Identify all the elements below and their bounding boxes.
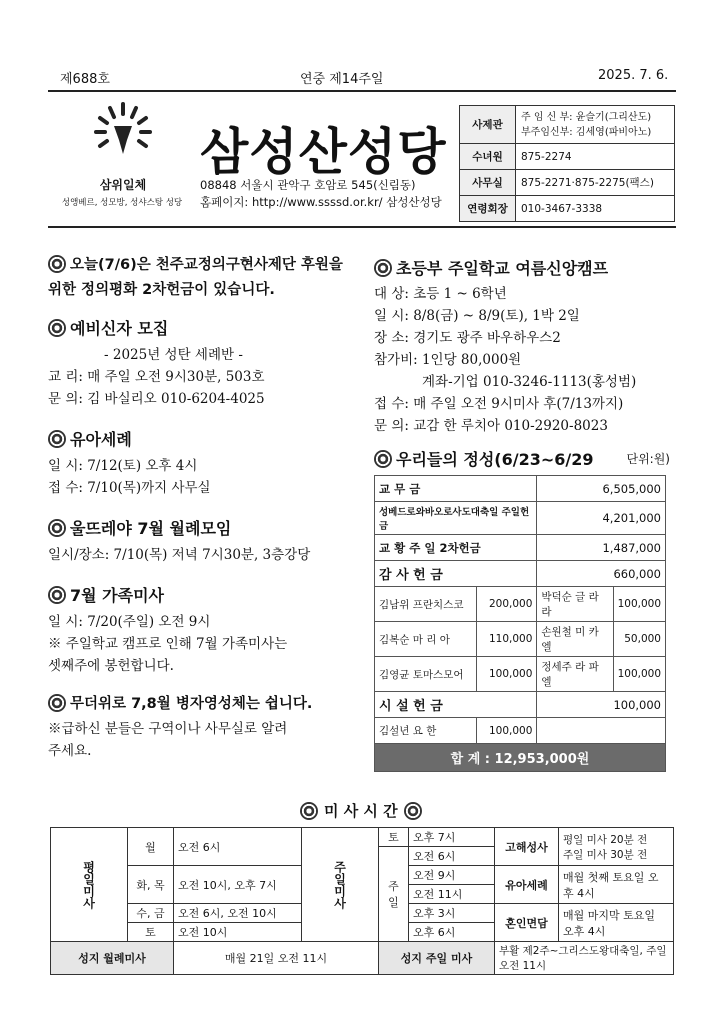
header-rule bbox=[48, 90, 676, 92]
other-label: 혼인면담 bbox=[495, 904, 559, 942]
sunday-mass-label: 주일미사 bbox=[302, 828, 379, 942]
section-line: 계좌-기업 010-3246-1113(홍성범) bbox=[422, 374, 637, 390]
offering-row-value: 6,505,000 bbox=[537, 476, 666, 502]
sun-time: 오전 6시 bbox=[409, 847, 495, 866]
donor-name: 박덕순 글 라 라 bbox=[537, 587, 613, 622]
offering-title: 우리들의 정성(6/23~6/29 bbox=[396, 450, 594, 469]
donor-amount: 100,000 bbox=[613, 657, 665, 692]
header-bottom-rule bbox=[48, 226, 676, 228]
flower-bullet-icon bbox=[374, 450, 392, 468]
contact-line: 010-3467-3338 bbox=[516, 196, 675, 222]
other-value: 매월 첫째 토요일 오후 4시 bbox=[559, 866, 674, 904]
weekday-day: 월 bbox=[128, 828, 174, 866]
section-line: 교 리: 매 주일 오전 9시30분, 503호 bbox=[48, 369, 265, 385]
section-line: ※ 주일학교 캠프로 인해 7월 가족미사는 bbox=[48, 636, 288, 652]
weekday-day: 토 bbox=[128, 923, 174, 942]
section-line: 장 소: 경기도 광주 바우하우스2 bbox=[374, 330, 561, 346]
monthly-value: 매월 21일 오전 11시 bbox=[174, 942, 379, 975]
section-line: 문 의: 교감 한 루치아 010-2920-8023 bbox=[374, 418, 608, 434]
section-line: ※급하신 분들은 구역이나 사무실로 알려 bbox=[48, 721, 288, 737]
section-line: 접 수: 매 주일 오전 9시미사 후(7/13까지) bbox=[374, 396, 624, 412]
section-line: 대 상: 초등 1 ~ 6학년 bbox=[374, 286, 507, 302]
donor-name: 김복순 마 리 아 bbox=[375, 622, 477, 657]
flower-bullet-icon bbox=[48, 255, 66, 273]
section-line: 일 시: 7/20(주일) 오전 9시 bbox=[48, 614, 211, 630]
section-line: 일 시: 8/8(금) ~ 8/9(토), 1박 2일 bbox=[374, 308, 580, 324]
contact-line: 주 임 신 부: 윤슬기(그리산도) bbox=[521, 111, 652, 123]
donor-name: 손원철 미 카 엘 bbox=[537, 622, 613, 657]
flower-bullet-icon bbox=[48, 694, 66, 712]
contact-key: 연령회장 bbox=[460, 196, 516, 222]
offering-row-label: 교 황 주 일 2차헌금 bbox=[375, 535, 537, 561]
offering-row-value: 4,201,000 bbox=[537, 502, 666, 535]
sat-time: 오후 7시 bbox=[409, 828, 495, 847]
other-label: 고해성사 bbox=[495, 828, 559, 866]
donor-amount: 100,000 bbox=[477, 657, 537, 692]
section-title: 7월 가족미사 bbox=[70, 586, 164, 605]
weekday-time: 오전 10시 bbox=[174, 923, 302, 942]
notice-title-2: 위한 정의평화 2차헌금이 있습니다. bbox=[48, 282, 275, 298]
weekday-day: 화, 목 bbox=[128, 866, 174, 904]
contact-line: 875-2274 bbox=[516, 144, 675, 170]
liturgical-week: 연중 제14주일 bbox=[300, 72, 384, 87]
flower-bullet-icon bbox=[374, 259, 392, 277]
other-value: 주일 미사 30분 전 bbox=[563, 848, 648, 861]
flower-bullet-icon bbox=[404, 802, 422, 820]
holy-value: 부활 제2주~그리스도왕대축일, 주일 오전 11시 bbox=[495, 942, 674, 975]
issue-date: 2025. 7. 6. bbox=[598, 68, 669, 83]
weekday-mass-label: 평일미사 bbox=[51, 828, 128, 942]
parish-logo-icon bbox=[92, 98, 154, 160]
sun-label: 주일 bbox=[379, 847, 409, 942]
right-column bbox=[374, 256, 674, 772]
sun-time: 오후 3시 bbox=[409, 904, 495, 923]
total-row: 합 계 : 12,953,000원 bbox=[375, 744, 666, 772]
donor-amount: 200,000 bbox=[477, 587, 537, 622]
offering-row-value: 1,487,000 bbox=[537, 535, 666, 561]
section-title: 울뜨레야 7월 월례모임 bbox=[70, 519, 232, 538]
parish-patrons: 성앵베르, 성모방, 성샤스탕 성당 bbox=[61, 198, 183, 208]
weekday-time: 오전 10시, 오후 7시 bbox=[174, 866, 302, 904]
donor-name: 정세주 라 파 엘 bbox=[537, 657, 613, 692]
section-title: 무더위로 7,8월 병자영성체는 쉽니다. bbox=[70, 696, 313, 712]
parish-motto: 삼위일체 bbox=[99, 178, 147, 192]
section-line: 주세요. bbox=[48, 743, 92, 759]
other-value: 매월 마지막 토요일 오후 4시 bbox=[559, 904, 674, 942]
section-line: 셋째주에 봉헌합니다. bbox=[48, 658, 174, 674]
weekday-time: 오전 6시 bbox=[174, 828, 302, 866]
holy-label: 성지 주일 미사 bbox=[379, 942, 495, 975]
sun-time: 오전 9시 bbox=[409, 866, 495, 885]
parish-homepage[interactable]: 홈페이지: http://www.ssssd.or.kr/ 삼성산성당 bbox=[200, 195, 442, 209]
offering-table bbox=[374, 475, 666, 772]
section-title: 초등부 주일학교 여름신앙캠프 bbox=[396, 259, 609, 278]
section-subtitle: - 2025년 성탄 세례반 - bbox=[104, 347, 243, 363]
parish-name: 삼성산성당 bbox=[200, 123, 447, 181]
sat-label: 토 bbox=[379, 828, 409, 847]
contact-key: 사무실 bbox=[460, 170, 516, 196]
section-title: 유아세례 bbox=[70, 430, 132, 449]
other-value: 평일 미사 20분 전 bbox=[563, 833, 648, 846]
contact-key: 수녀원 bbox=[460, 144, 516, 170]
contact-table bbox=[459, 105, 675, 222]
flower-bullet-icon bbox=[48, 519, 66, 537]
section-line: 일 시: 7/12(토) 오후 4시 bbox=[48, 458, 198, 474]
flower-bullet-icon bbox=[48, 586, 66, 604]
offering-unit: 단위:원) bbox=[626, 452, 670, 466]
donor-amount: 100,000 bbox=[477, 718, 537, 744]
donor-amount: 110,000 bbox=[477, 622, 537, 657]
weekday-day: 수, 금 bbox=[128, 904, 174, 923]
flower-bullet-icon bbox=[300, 802, 318, 820]
section-line: 접 수: 7/10(목)까지 사무실 bbox=[48, 480, 211, 496]
left-column bbox=[48, 253, 353, 762]
offering-row-label: 성베드로와바오로사도대축일 주일헌금 bbox=[375, 502, 537, 535]
section-line: 참가비: 1인당 80,000원 bbox=[374, 352, 522, 368]
contact-line: 875-2271·875-2275(팩스) bbox=[516, 170, 675, 196]
thanks-value: 660,000 bbox=[537, 561, 666, 587]
contact-line: 부주임신부: 김세영(파비아노) bbox=[521, 126, 652, 138]
facility-label: 시 설 헌 금 bbox=[375, 692, 537, 718]
sun-time: 오후 6시 bbox=[409, 923, 495, 942]
donor-name: 김영균 토마스모어 bbox=[375, 657, 477, 692]
mass-table bbox=[50, 827, 674, 975]
mass-title bbox=[300, 800, 422, 821]
section-line: 문 의: 김 바실리오 010-6204-4025 bbox=[48, 391, 265, 407]
contact-key: 사제관 bbox=[460, 106, 516, 144]
sun-time: 오전 11시 bbox=[409, 885, 495, 904]
donor-name: 김남위 프란치스코 bbox=[375, 587, 477, 622]
monthly-label: 성지 월례미사 bbox=[51, 942, 174, 975]
parish-address: 08848 서울시 관악구 호암로 545(신림동) bbox=[200, 178, 416, 192]
thanks-label: 감 사 헌 금 bbox=[375, 561, 537, 587]
section-title: 예비신자 모집 bbox=[70, 319, 169, 338]
weekday-time: 오전 6시, 오전 10시 bbox=[174, 904, 302, 923]
donor-amount: 100,000 bbox=[613, 587, 665, 622]
facility-value: 100,000 bbox=[537, 692, 666, 718]
section-line: 일시/장소: 7/10(목) 저녁 7시30분, 3층강당 bbox=[48, 547, 311, 563]
other-label: 유아세례 bbox=[495, 866, 559, 904]
mass-title-text: 미 사 시 간 bbox=[324, 802, 398, 820]
flower-bullet-icon bbox=[48, 430, 66, 448]
flower-bullet-icon bbox=[48, 319, 66, 337]
donor-amount: 50,000 bbox=[613, 622, 665, 657]
issue-number: 제688호 bbox=[60, 72, 110, 87]
notice-title: 오늘(7/6)은 천주교정의구현사제단 후원을 bbox=[70, 257, 343, 273]
donor-name: 김설년 요 한 bbox=[375, 718, 477, 744]
offering-row-label: 교 무 금 bbox=[375, 476, 537, 502]
